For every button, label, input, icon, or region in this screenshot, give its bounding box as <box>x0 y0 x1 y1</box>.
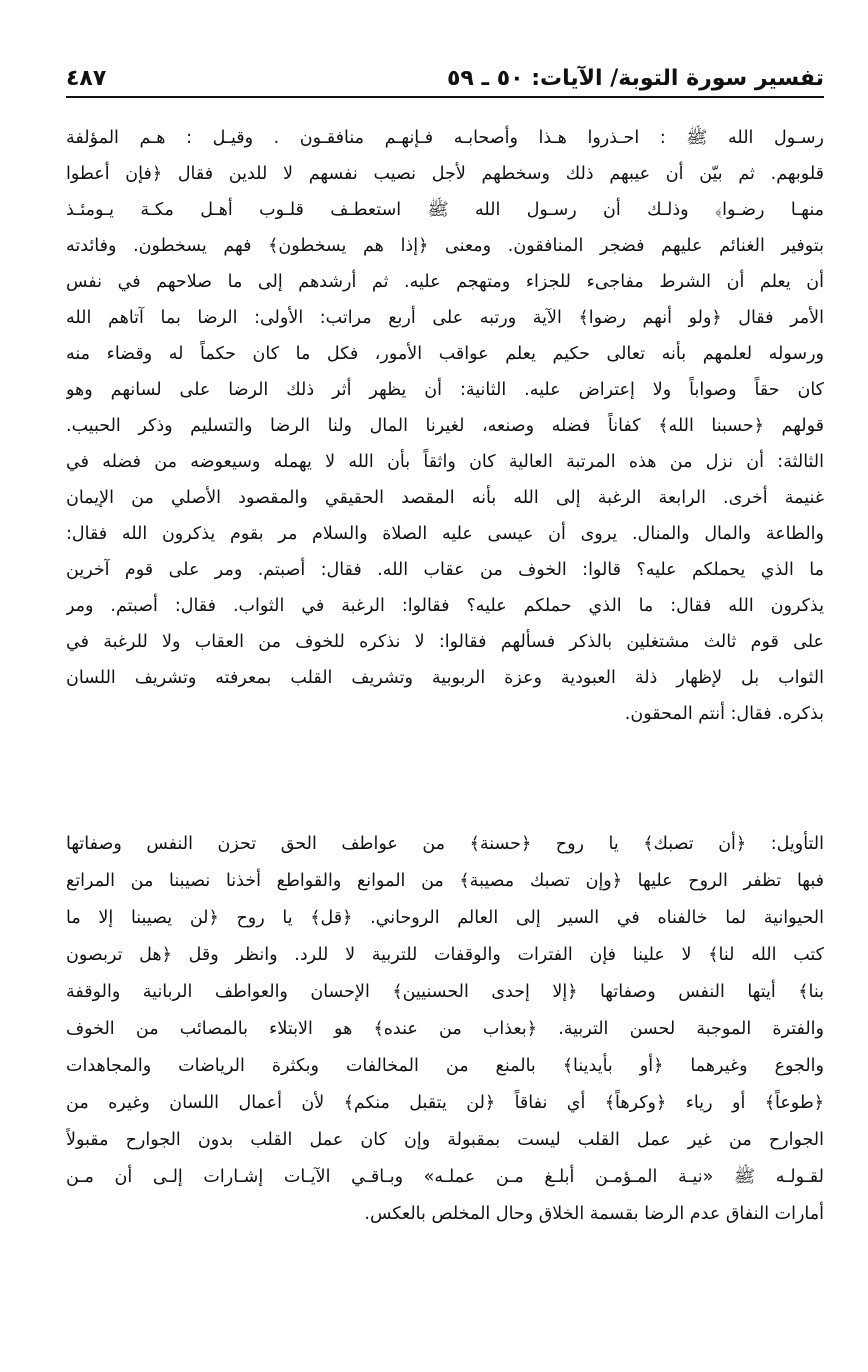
text-line: والفترة الموجبة لحسن التربية. ﴿بعذاب من عنده﴾ هو الابتلاء بالمصائب من الخوف <box>66 1019 824 1039</box>
text-line: الجوارح من غير عمل القلب ليست بمقبولة وإن كان عمل القلب بدون الجوارح مقبولاً <box>66 1130 824 1150</box>
text-line: الأمر فقال ﴿ولو أنهم رضوا﴾ الآية ورتبه على أربع مراتب: الأولى: الرضا بما آتاهم الله <box>66 308 824 328</box>
text-line: بنا﴾ أيتها النفس وصفاتها ﴿إلا إحدى الحسنيين﴾ الإحسان والعواطف الربانية والوقفة <box>66 982 824 1002</box>
running-title: تفسير سورة التوبة/ الآيات: ٥٠ ـ ٥٩ <box>447 66 824 91</box>
text-line: أن يعلم أن الشرط مفاجىء للجزاء ومتهجم عليه. ثم أرشدهم إلى ما صلاحهم في نفس <box>66 272 824 292</box>
text-line: الحيوانية لما خالفناه في السير إلى العالم الروحاني. ﴿قل﴾ يا روح ﴿لن يصيبنا إلا ما <box>66 908 824 928</box>
text-line: غنيمة أخرى. الرابعة الرغبة إلى الله بأنه المقصد الحقيقي والمقصود الأصلي من الإيمان <box>66 488 824 508</box>
page-header <box>66 62 824 98</box>
text-line: منهـا رضـوا﴾ وذلـك أن رسـول الله ﷺ استعطـف قلـوب أهـل مكـة يـومئـذ <box>66 200 824 220</box>
text-line: قولهم ﴿حسبنا الله﴾ كفاناً فضله وصنعه، لغيرنا المال ولنا الرضا والتسليم وذكر الحبيب. <box>66 416 824 436</box>
text-line: رسـول الله ﷺ : احـذروا هـذا وأصحابـه فـإنهـم منافقـون . وقيـل : هـم المؤلفة <box>66 128 824 148</box>
text-line: كان حقاً وصواباً ولا إعتراض عليه. الثانية: أن يظهر أثر ذلك الرضا على لسانهم وهو <box>66 380 824 400</box>
text-line: ﴿طوعاً﴾ أو رياء ﴿وكرهاً﴾ أي نفاقاً ﴿لن يتقبل منكم﴾ لأن أعمال اللسان وغيره من <box>66 1093 824 1113</box>
text-line: قلوبهم. ثم بيّن أن عيبهم ذلك وسخطهم لأجل نصيب نفسهم لا للدين فقال ﴿فإن أعطوا <box>66 164 824 184</box>
commentary-paragraph <box>66 120 824 732</box>
text-line: يذكرون الله فقال: ما الذي حملكم عليه؟ فقالوا: الرغبة في الثواب. فقال: أصبتم. ومر <box>66 596 824 616</box>
text-line: كتب الله لنا﴾ لا علينا فإن الفترات والوقفات للتربية لا للرد. وانظر وقل ﴿هل تربصون <box>66 945 824 965</box>
text-line: بذكره. فقال: أنتم المحقون. <box>624 704 824 724</box>
text-line: أمارات النفاق عدم الرضا بقسمة الخلاق وحال المخلص بالعكس. <box>364 1204 824 1224</box>
text-line: ما الذي يحملكم عليه؟ قالوا: الخوف من عقاب الله. فقال: أصبتم. ومر على قوم آخرين <box>66 560 824 580</box>
text-line: بتوفير الغنائم عليهم فضجر المنافقون. ومعنى ﴿إذا هم يسخطون﴾ فهم يسخطون. وفائدته <box>66 236 824 256</box>
text-line: ورسوله لعلمهم بأنه تعالى حكيم يعلم عواقب الأمور، فكل ما كان حكماً له وقضاء منه <box>66 344 824 364</box>
text-line: الثواب بل لإظهار ذلة العبودية وعزة الربوبية وتشريف القلب بمعرفته وتشريف اللسان <box>66 668 824 688</box>
text-line: على قوم ثالث مشتغلين بالذكر فسألهم فقالوا: لا نذكره للخوف من العقاب ولا للرغبة في <box>66 632 824 652</box>
text-line: والطاعة والمال والمنال. يروى أن عيسى عليه الصلاة والسلام مر بقوم يذكرون الله فقال: <box>66 524 824 544</box>
text-line: الثالثة: أن نزل من هذه المرتبة العالية كان واثقاً بأن الله لا يهمله وسيعوضه من فضله في <box>66 452 824 472</box>
page-number: ٤٨٧ <box>66 66 107 91</box>
text-line: فبها تظفر الروح عليها ﴿وإن تصبك مصيبة﴾ من الموانع والقواطع أخذنا نصيبنا من المراتع <box>66 871 824 891</box>
text-line: التأويل: ﴿أن تصبك﴾ يا روح ﴿حسنة﴾ من عواطف الحق تحزن النفس وصفاتها <box>66 834 824 854</box>
tawil-paragraph <box>66 826 824 1233</box>
text-line: لقـولـه ﷺ «نيـة المـؤمـن أبلـغ مـن عملـه» وبـاقـي الآيـات إشـارات إلـى أن مـن <box>66 1167 824 1187</box>
text-line: والجوع وغيرهما ﴿أو بأيدينا﴾ بالمنع من المخالفات وبكثرة الرياضات والمجاهدات <box>66 1056 824 1076</box>
